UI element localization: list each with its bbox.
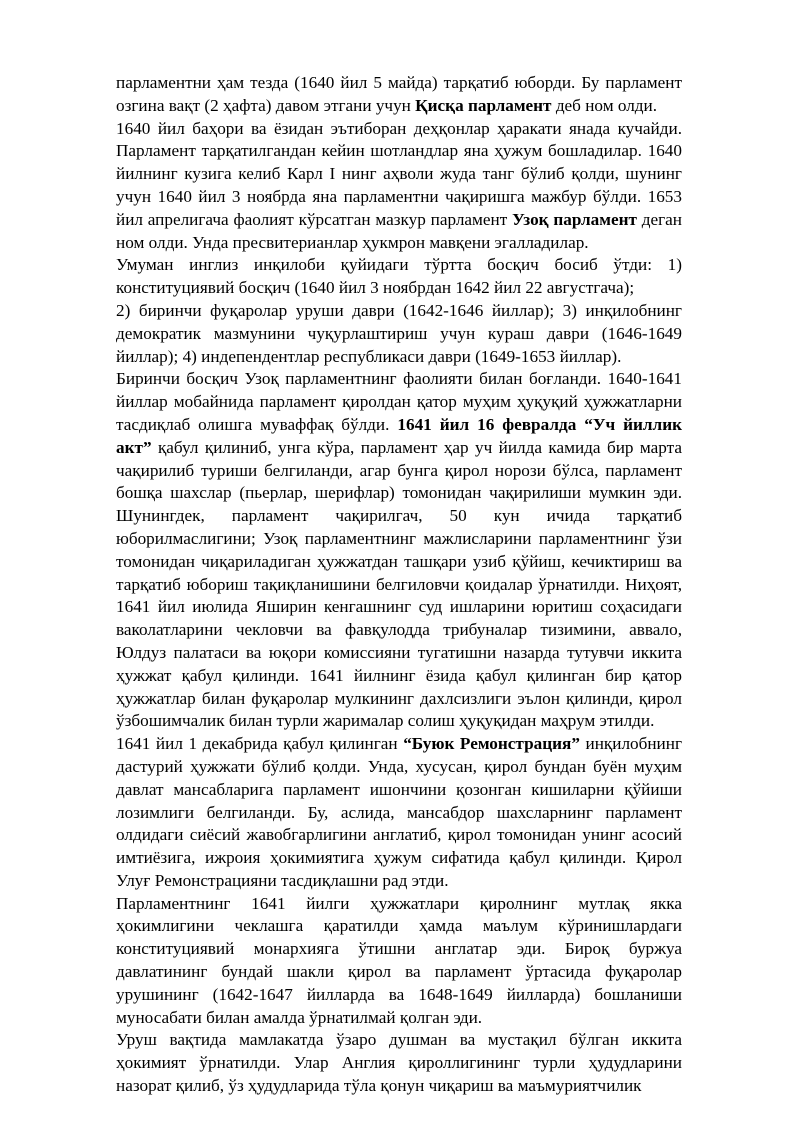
- text-run: 2) биринчи фуқаролар уруши даври (1642-1646 йиллар); 3) инқилобнинг демократик мазмунини чуқурлаштириш учун кураш даври (1646-1649 йиллар); 4) индепендентлар республикаси даври (1649-1653 йиллар).: [116, 300, 682, 366]
- bold-term: 1641 йил 16 февралда “Уч йиллик акт”: [116, 414, 682, 457]
- bold-term: “Буюк Ремонстрация”: [403, 734, 580, 754]
- text-run: Биринчи босқич Узоқ парламентнинг фаолияти билан боғланди. 1640-1641 йиллар мобайнида парламент қиролдан қатор муҳим ҳуқуқий ҳужжатларни тасдиқлаб олишга муваффақ бўлди.: [116, 369, 682, 434]
- bold-term: Узоқ парламент: [512, 209, 637, 229]
- text-run: Уруш вақтида мамлакатда ўзаро душман ва мустақил бўлган иккита ҳокимият ўрнатилди. Улар Англия қироллигининг турли ҳудудларини назорат қилиб, ўз ҳудудларида тўла қонун чиқариш ва маъмуриятчилик: [116, 1030, 682, 1096]
- text-run: деб ном олди.: [551, 95, 658, 115]
- text-run: деган ном олди. Унда пресвитерианлар ҳукмрон мавқени эгалладилар.: [116, 209, 682, 252]
- paragraph: [116, 254, 682, 300]
- document-page: [116, 72, 682, 1098]
- paragraph: [116, 1029, 682, 1097]
- paragraph: [116, 368, 682, 733]
- text-run: парламентни ҳам тезда (1640 йил 5 майда) тарқатиб юборди. Бу парламент озгина вақт (2 ҳафта) давом этгани учун: [116, 73, 682, 115]
- paragraph: [116, 72, 682, 118]
- paragraph: [116, 893, 682, 1030]
- text-run: Умуман инглиз инқилоби қуйидаги тўртта босқич босиб ўтди: 1) конституциявий босқич (1640 йил 3 ноябрдан 1642 йил 22 августгача);: [116, 255, 682, 298]
- text-run: Парламентнинг 1641 йилги ҳужжатлари қиролнинг мутлақ якка ҳокимлигини чеклашга қаратилди ҳамда маълум кўринишлардаги конституциявий монархияга ўтишни англатар эди. Бироқ буржуа давлатининг бундай шакли қирол ва парламент ўртасида фуқаролар урушининг (1642-1647 йилларда ва 1648-1649 йилларда) бошланиши муносабати билан амалда ўрнатилмай қолган эди.: [116, 893, 682, 1027]
- text-run: 1640 йил баҳори ва ёзидан эътиборан деҳқонлар ҳаракати янада кучайди. Парламент тарқатилгандан кейин шотландлар яна ҳужум бошладилар. 1640 йилнинг кузига келиб Карл I нинг аҳволи жуда танг бўлиб қолди, шунинг учун 1640 йил 3 ноябрда яна парламентни чақиришга мажбур бўлди. 1653 йил апрелигача фаолият кўрсатган мазкур парламент: [116, 118, 682, 229]
- paragraph: [116, 733, 682, 893]
- text-run: инқилобнинг дастурий ҳужжати бўлиб қолди. Унда, хусусан, қирол бундан буён муҳим давлат мансабларига парламент ишончини қозонган кишиларни қўйиши лозимлиги белгиланди. Бу, аслида, мансабдор шахсларнинг парламент олдидаги сиёсий жавобгарлигини англатиб, қирол томонидан унинг асосий имтиёзига, ижроия ҳокимиятига ҳужум сифатида қабул қилинди. Қирол Улуғ Ремонстрацияни тасдиқлашни рад этди.: [116, 734, 683, 890]
- text-run: қабул қилиниб, унга кўра, парламент ҳар уч йилда камида бир марта чақирилиб туриши белгиланди, агар бунга қирол норози бўлса, парламент бошқа шахслар (пьерлар, шерифлар) томонидан чақирилиши мумкин эди. Шунингдек, парламент чақирилгач, 50 кун ичида тарқатиб юборилмаслигини; Узоқ парламентнинг мажлисларини парламентнинг ўзи томонидан чиқариладиган ҳужжатдан ташқари узиб қўйиш, кечиктириш ва тарқатиб юбориш тақиқланишини белгиловчи қоидалар ўрнатилди. Ниҳоят, 1641 йил июлида Яширин кенгашнинг суд ишларини юритиш соҳасидаги ваколатларини чекловчи ва фавқулодда трибуналар тизимини, аввало, Юлдуз палатаси ва юқори комиссияни тугатишни назарда тутувчи иккита ҳужжат қабул қилинди. 1641 йилнинг ёзида қабул қилинган бир қатор ҳужжатлар билан фуқаролар мулкининг дахлсизлиги эълон қилинди, қирол ўзбошимчалик билан турли жарималар солиш ҳуқуқидан маҳрум этилди.: [116, 437, 682, 731]
- paragraph: [116, 118, 682, 255]
- text-run: 1641 йил 1 декабрида қабул қилинган: [116, 734, 404, 754]
- paragraph: [116, 300, 682, 368]
- bold-term: Қисқа парламент: [415, 95, 552, 115]
